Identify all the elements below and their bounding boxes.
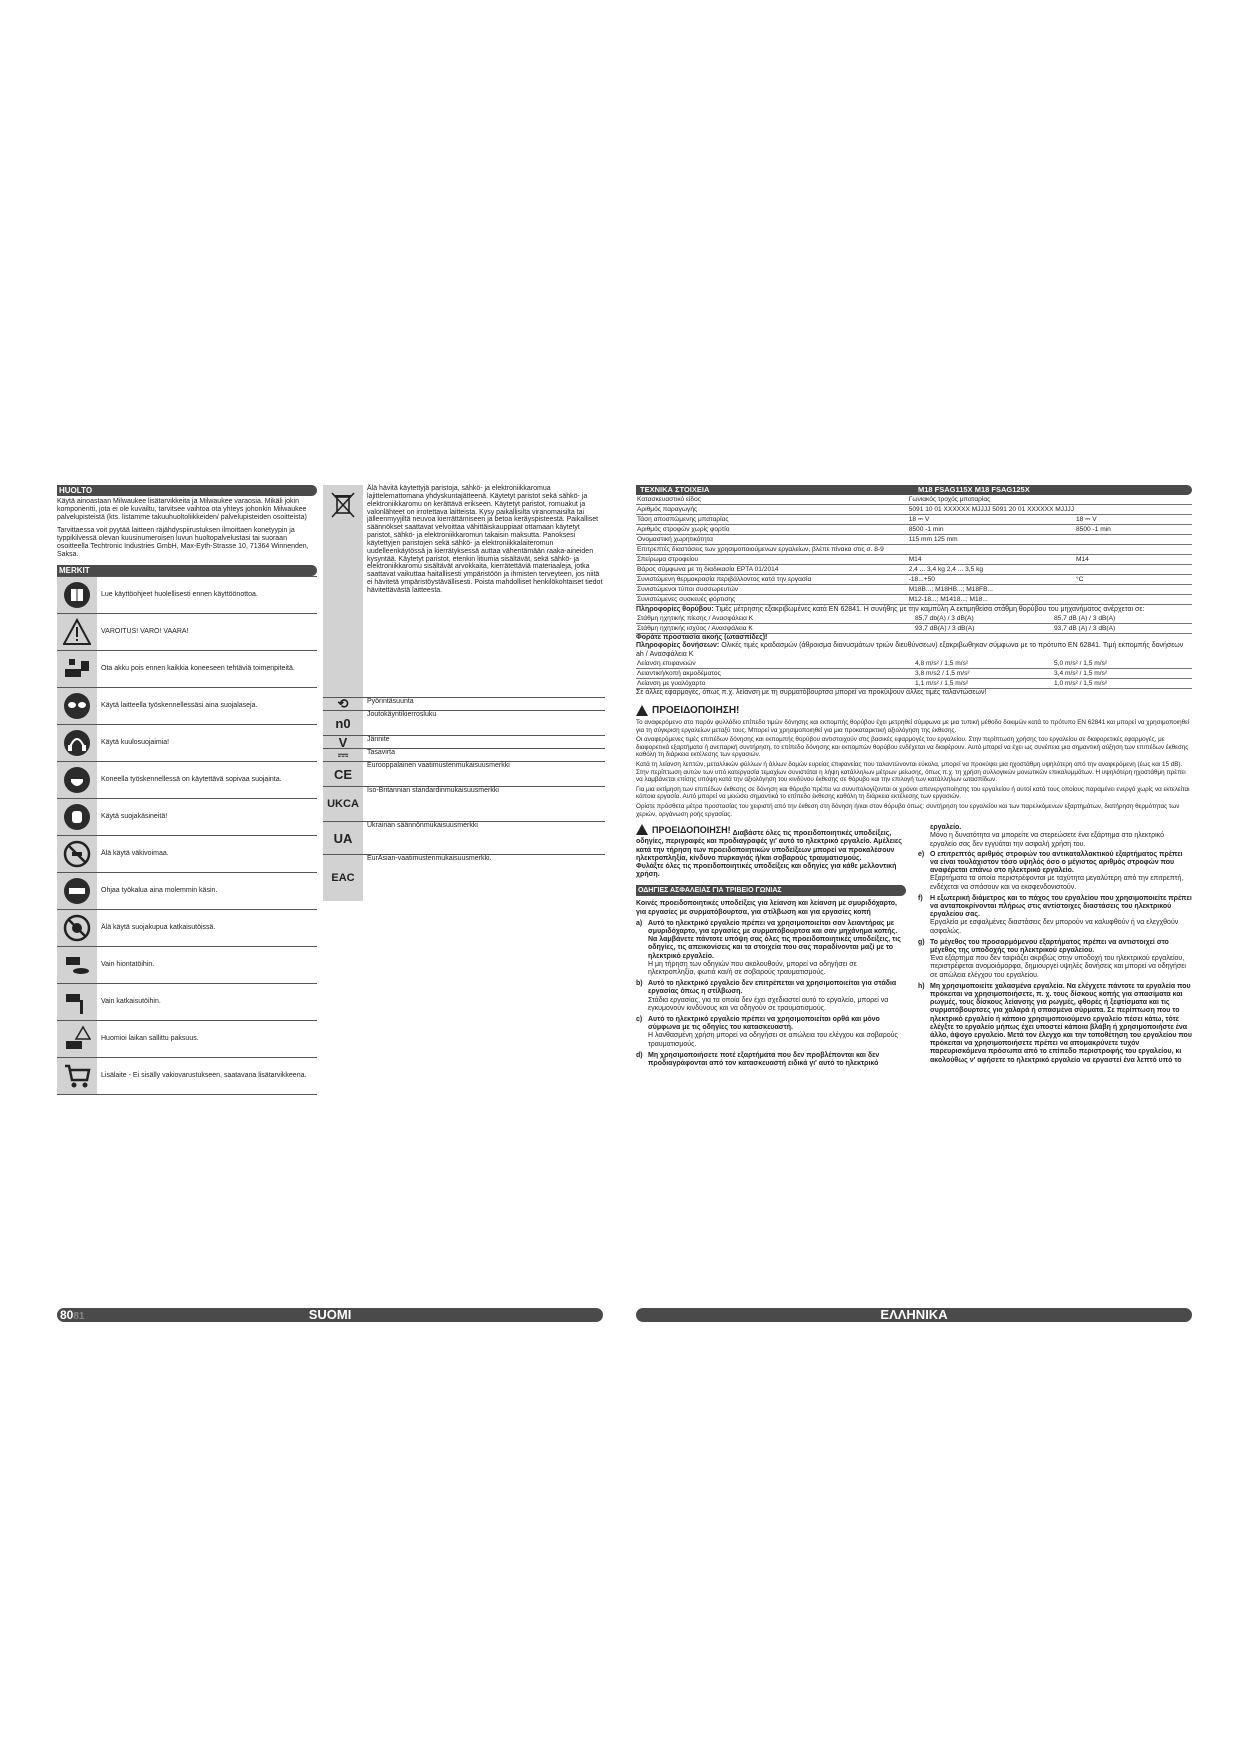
table-cell: M14 — [1075, 555, 1192, 565]
item-key: h) — [918, 982, 925, 990]
symbol-box — [57, 725, 97, 761]
goggles-icon — [63, 692, 91, 720]
table-cell: 5,0 m/s² / 1,5 m/s² — [1053, 659, 1192, 669]
safety-column-left — [636, 824, 906, 1071]
symbol-glyph: ⎓ — [337, 747, 349, 762]
table-cell: 3,4 m/s² / 1,5 m/s² — [1053, 668, 1192, 678]
table-cell: Βάρος σύμφωνα με τη διαδικασία EPTA 01/2014 — [636, 565, 908, 575]
left-footer — [57, 1308, 603, 1322]
table-row — [636, 575, 1192, 585]
symbol-box — [57, 651, 97, 687]
symbol-glyph: CE — [333, 766, 353, 782]
vibration-table — [636, 659, 1192, 689]
language-label-greek: ΕΛΛΗΝΙΚΑ — [880, 1307, 948, 1322]
symbol-text: Ota akku pois ennen kaikkia koneeseen tehtäviä toimenpiteitä. — [101, 665, 295, 673]
no-cup-brush-icon — [63, 914, 91, 942]
language-label-suomi: SUOMI — [308, 1307, 352, 1322]
symbol-text: Lisälaite - Ei sisälly vakiovarustukseen, saatavana lisätarvikkeena. — [101, 1072, 307, 1080]
table-cell: Κατασκευαστικό είδος — [636, 495, 908, 505]
symbol-glyph: V — [338, 734, 348, 750]
table-cell: 2,4 ... 3,4 kg 2,4 ... 3,5 kg — [908, 565, 1075, 575]
symbol-text: Tasavirta — [367, 749, 396, 756]
safety-column-right — [918, 824, 1192, 1071]
table-row — [636, 555, 1192, 565]
symbol-box — [57, 1021, 97, 1057]
symbol-box — [57, 873, 97, 909]
table-cell: M12-18...; M1418...; M18... — [908, 595, 1075, 605]
battery-remove-icon — [63, 655, 91, 683]
warning-paragraph-4: Για μια εκτίμηση των επιπέδων έκθεσης σε δόνηση και θόρυβο πρέπει να συνυπολογίζονται οι χρόνοι απενεργοποίησης του εργαλείου ή αυτοί κατά τους οποίους παραμένει ενεργό χωρίς να εκτελείται κάποια εργασία. Αυτό μπορεί να μειώσει σημαντικά το επίπεδο έκθεσης καθόλη τη διάρκεια εκτέλεσης των εργασιών. — [636, 785, 1190, 801]
symbol-row — [57, 909, 317, 946]
table-row — [636, 505, 1192, 515]
symbol-glyph: EAC — [331, 872, 355, 884]
warning-paragraph-5: Ορίστε πρόσθετα μέτρα προστασίας του χειριστή από την έκθεση στη δόνηση ή/και στον θόρυβο όπως: συντήρηση του εργαλείου και των παρελκόμενων εξαρτημάτων, διατήρηση θερμότητας των χεριών, οργάνωση ροής εργασίας. — [636, 802, 1180, 818]
table-cell: 85,7 dB (A) / 3 dB(A) — [1053, 614, 1192, 624]
item-bold-text: Μη χρησιμοποιείτε χαλασμένα εργαλεία. Να ελέγχετε πάντοτε τα εργαλεία που πρόκειται να χρησιμοποιήσετε, π. χ. τους δίσκους κοπής για σπασίματα και ρωγμές, τους δίσκους λείανσης για ρωγμές, φθορές ή ξεφτίσματα και τις συρματόβουρτσες για χαλαρά ή σπασμένα σύρματα. Σε περίπτωση που το ηλεκτρικό εργαλείο ή κάποιο χρησιμοποιούμενο εργαλείο πέσει κάτω, τότε ελέγξτε το εργαλείο μήπως έχει υποστεί κάποια βλάβη ή χρησιμοποιήστε ένα άλλο, άψογο εργαλείο. Μετά τον έλεγχο και την τοποθέτηση του εργαλείου που πρόκειται να χρησιμοποιήσετε πρέπει να απομακρύνετε τυχόν παρευρισκόμενα πρόσωπα από το επίπεδο περιστροφής του εργαλείου, κι ακολούθως ν' αφήσετε το ηλεκτρικό εργαλείο να εργαστεί ένα λεπτό υπό το — [930, 982, 1192, 1064]
safety-item-d-continuation: εργαλείο. Μόνο η δυνατότητα να μπορείτε να στερεώσετε ένα εξάρτημα στο ηλεκτρικό εργαλείο σας δεν εγγυάται την ασφαλή χρήση του. — [930, 824, 1164, 848]
table-cell: 115 mm 125 mm — [908, 535, 1075, 545]
symbol-row — [57, 798, 317, 835]
right-footer — [636, 1308, 1192, 1322]
symbol-box — [323, 749, 363, 761]
table-cell: 85,7 db(A) / 3 dB(A) — [914, 614, 1053, 624]
cutting-icon — [63, 988, 91, 1016]
vibration-info: Πληροφορίες δονήσεων: Ολικές τιμές κραδασμών (άθροισμα διανυσμάτων τριών διευθύνσεων) εξακριβωθηκαν σύμφωνα με το πρότυπο EN 62841. Τιμή εκπομπής δονήσεων ah / Ανασφάλεια K — [636, 642, 1184, 658]
table-row — [636, 668, 1192, 678]
table-cell: Λείανση με γυαλόχαρτο — [636, 678, 914, 688]
symbol-text: Älä käytä väkivoimaa. — [101, 850, 169, 858]
warning-icon — [636, 824, 648, 835]
safety-intro: Κοινές προειδοποιητικές υποδείξεις για λείανση και λείανση με σμυριδόχαρτο, για εργασίες με συρματόβουρτσα, για στίλβωση και για εργασίες κοπή — [636, 900, 897, 916]
table-row — [636, 595, 1192, 605]
table-cell — [1075, 495, 1192, 505]
item-key: c) — [636, 1016, 643, 1023]
safety-item — [918, 851, 1192, 892]
symbol-box — [323, 822, 363, 854]
symbol-row — [323, 735, 605, 748]
table-row — [636, 624, 1192, 634]
symbol-box — [57, 984, 97, 1020]
table-cell: 8500 -1 min — [908, 525, 1075, 535]
table-cell: Αριθμός παραγωγής — [636, 505, 908, 515]
table-cell: Στάθμη ηχητικής πίεσης / Ανασφάλεια K — [636, 614, 914, 624]
symbol-text: Jännite — [367, 736, 390, 743]
symbol-row — [323, 761, 605, 786]
warning-icon — [63, 618, 91, 646]
symbol-box — [323, 762, 363, 786]
safety-item — [636, 980, 906, 1013]
table-cell: 5091 10 01 XXXXXX MJJJJ 5091 20 01 XXXXXX MJJJJ — [908, 506, 1074, 513]
warning-keep-note: Φυλάξτε όλες τις προειδοποιητικές υποδείξεις και οδηγίες για κάθε μελλοντική χρήση. — [636, 862, 897, 879]
symbol-text: Vain hiontatöihin. — [101, 961, 155, 969]
table-row — [636, 659, 1192, 669]
safety-item — [918, 895, 1192, 936]
item-bold-text: Μη χρησιμοποιήσετε ποτέ εξαρτήματα που δεν προβλέπονται και δεν προδιαγράφονται από τον κατασκευαστή ειδικά γι' αυτό το ηλεκτρικό — [648, 1051, 880, 1068]
symbol-text: Älä käytä suojakupua katkaisutöissä. — [101, 924, 216, 932]
symbol-row — [57, 946, 317, 983]
grinding-icon — [63, 951, 91, 979]
table-cell — [1075, 545, 1192, 555]
item-text: Εξαρτήματα τα οποία περιστρέφονται με ταχύτητα μεγαλύτερη από την επιτρεπτή, ενδέχεται να σπάσουν και να εκσφενδονιστούν. — [930, 875, 1184, 891]
table-cell — [1075, 505, 1192, 515]
table-row — [636, 545, 1192, 555]
table-cell: °C — [1075, 575, 1192, 585]
table-cell: Σπείρωμα στροφείου — [636, 555, 908, 565]
table-cell: Συνιστώμενη θερμοκρασία περιβάλλοντος κατά την εργασία — [636, 575, 908, 585]
symbol-row — [323, 821, 605, 854]
item-key: a) — [636, 919, 643, 927]
item-key: d) — [636, 1051, 643, 1059]
item-bold-text: Αυτό το ηλεκτρικό εργαλείο πρέπει να χρησιμοποιείται ορθά και μόνο σύμφωνα με τις οδηγίες του κατασκευαστή. — [648, 1016, 880, 1032]
ear-protection-icon — [63, 729, 91, 757]
cart-icon — [63, 1062, 91, 1090]
symbol-glyph: n0 — [335, 715, 351, 731]
crossed-bin-icon — [329, 491, 357, 519]
safety-items-right — [918, 851, 1192, 1065]
table-row — [636, 614, 1192, 624]
table-cell: 1,1 m/s² / 1,5 m/s² — [914, 678, 1053, 688]
symbol-glyph: UA — [333, 830, 353, 846]
table-cell: Στάθμη ηχητικής ισχύος / Ανασφάλεια K — [636, 624, 914, 634]
safety-item — [636, 1016, 906, 1049]
safety-columns — [636, 824, 1192, 1071]
symbol-list — [57, 576, 317, 1095]
symbol-box — [57, 688, 97, 724]
noise-table — [636, 614, 1192, 634]
ear-protection-note: Φοράτε προστασία ακοής (ωτασπίδες)! — [636, 634, 768, 642]
safety-item — [636, 1052, 906, 1068]
no-force-icon — [63, 840, 91, 868]
warning-2: ΠΡΟΕΙΔΟΠΟΙΗΣΗ! Διαβάστε όλες τις προειδοποιητικές υποδείξεις, οδηγίες, περιγραφές και προδιαγραφές γι' αυτό το ηλεκτρικό εργαλείο. Αμέλειες κατά την τήρηση των προειδοποιητικών υποδείξεων μπορεί να προκαλέσουν ηλεκτροπληξία, κίνδυνο πυρκαγιάς ή/και σοβαρούς τραυματισμούς. — [636, 824, 902, 862]
table-cell: Συνιστώμενες συσκευές φόρτισης — [636, 595, 908, 605]
table-cell — [1075, 565, 1192, 575]
table-cell: Λείανση επιφανειών — [636, 659, 914, 669]
symbol-text: Iso-Britannian standardinmukaisuusmerkki — [367, 787, 499, 794]
item-text: Ένα εξάρτημα που δεν ταιριάζει ακριβώς στην υποδοχή του ηλεκτρικού εργαλείου, περιστρέφεται ανομοιόμορφα, δημιουργεί υψηλές δονήσεις και μπορεί να οδηγήσει σε απώλεια ελέγχου του εργαλείου. — [930, 955, 1186, 979]
left-column-1 — [57, 485, 317, 1095]
item-key: e) — [918, 850, 925, 858]
page-number-left: 8081 — [60, 1308, 85, 1322]
table-cell: 4,8 m/s² / 1,5 m/s² — [914, 659, 1053, 669]
symbol-row — [57, 983, 317, 1020]
item-bold-text: Η εξωτερική διάμετρος και το πάχος του εργαλείου που χρησιμοποιείτε πρέπει να ανταποκρίνονται πλήρως στις αντίστοιχες διαστάσεις του ηλεκτρικού εργαλείου σας. — [930, 894, 1192, 919]
symbol-text: VAROITUS! VARO! VAARA! — [101, 628, 189, 636]
symbol-box — [57, 614, 97, 650]
warning-heading-1: ΠΡΟΕΙΔΟΠΟΙΗΣΗ! — [636, 705, 1192, 716]
warning-paragraph-1: Το αναφερόμενο στο παρόν φυλλάδιο επίπεδο τιμών δόνησης και εκπομπής θορύβου έχει μετρηθεί σύμφωνα με μια τυπική μέθοδο δοκιμών κατά το πρότυπο EN 62841 και μπορεί να χρησιμοποιηθεί για τη σύγκριση εργαλείων μεταξύ τους. Μπορεί να χρησιμοποιηθεί για μια προκαταρκτική αξιολόγηση της έκθεσης. — [636, 719, 1190, 734]
symbol-text: Eurooppalainen vaatimustenmukaisuusmerkki — [367, 762, 510, 769]
symbol-text: Joutokäyntikierrosluku — [367, 711, 437, 718]
merkit-heading: MERKIT — [57, 565, 317, 576]
symbol-box — [57, 947, 97, 983]
gloves-icon — [63, 803, 91, 831]
item-text: Η μη τήρηση των οδηγιών που ακολουθούν, μπορεί να οδηγήσει σε ηλεκτροπληξία, φωτιά και/ή σε σοβαρούς τραυματισμούς. — [648, 960, 857, 976]
table-row — [636, 585, 1192, 595]
table-row — [636, 525, 1192, 535]
table-cell: 1,0 m/s² / 1,5 m/s² — [1053, 678, 1192, 688]
weee-row — [323, 485, 605, 697]
table-row — [636, 535, 1192, 545]
symbol-box — [323, 787, 363, 821]
table-cell — [908, 545, 1075, 555]
noise-info: Πληροφορίες θορύβου: Τιμές μέτρησης εξακριβωμένες κατά EN 62841. Η συνήθης με την καμπύλη A εκτιμηθείσα στάθμη θορύβου του μηχανήματος ανέρχεται σε: — [636, 606, 1145, 613]
table-cell — [1075, 535, 1192, 545]
weee-icon-box — [323, 485, 363, 697]
symbol-box — [57, 762, 97, 798]
table-cell: Λειαντική/κοπή ακμοδέματος — [636, 668, 914, 678]
symbol-text: Käytä kuulosuojaimia! — [101, 739, 170, 747]
huolto-paragraph-1: Käytä ainoastaan Milwaukee lisätarvikkeita ja Milwaukee varaosia. Mikäli jokin komponentti, jota ei ole kuvailtu, tarvitsee vaihtoa ota yhteys johonkin Milwaukee palvelupisteistä (kts. listamme takuuhuoltoliikkeiden/ palvelupisteiden osoitteista) — [57, 498, 307, 522]
symbol-glyph: ⟲ — [337, 696, 349, 711]
huolto-heading: HUOLTO — [57, 485, 317, 496]
symbol-row — [57, 761, 317, 798]
item-bold-text: Αυτό το ηλεκτρικό εργαλείο δεν επιτρέπεται να χρησιμοποιείται για στάδια εργασίας όπως η στίλβωση. — [648, 980, 897, 996]
item-bold-text: Ο επιτρεπτός αριθμός στροφών του αντικαταλλακτικού εξαρτήματος πρέπει να είναι τουλάχιστον τόσο υψηλός όσο ο μέγιστος αριθμός στροφών που αναφέρεται επάνω στο ηλεκτρικό εργαλείο. — [930, 850, 1183, 875]
symbol-box — [57, 799, 97, 835]
right-symbol-list — [323, 697, 605, 901]
symbol-text: Huomioi laikan sallittu paksuus. — [101, 1035, 199, 1043]
table-cell: 93,7 dB (A) / 3 dB(A) — [1053, 624, 1192, 634]
table-cell: Ονομαστική χωρητικότητα — [636, 535, 908, 545]
symbol-text: Ukrainan säännönmukaisuusmerkki — [367, 822, 478, 829]
item-key: g) — [918, 938, 925, 946]
manual-icon — [63, 581, 91, 609]
symbol-glyph: UKCA — [327, 798, 359, 810]
symbol-text: Käytä laitteella työskennellessäsi aina suojalaseja. — [101, 702, 258, 710]
symbol-row — [323, 748, 605, 761]
safety-item — [636, 920, 906, 977]
two-hands-icon — [63, 877, 91, 905]
symbol-box — [323, 698, 363, 710]
item-text: Στάδια εργασίας, για τα οποία δεν έχει σχεδιαστεί αυτό το εργαλείο, μπορεί να εγκυμονούν κινδύνους και να οδηγούν σε τραυματισμούς. — [648, 996, 889, 1012]
symbol-row — [57, 835, 317, 872]
table-cell: 8500 -1 min — [1075, 525, 1192, 535]
symbol-text: Lue käyttöohjeet huolellisesti ennen käyttöönottoa. — [101, 591, 258, 599]
table-cell: 93,7 dB(A) / 3 dB(A) — [914, 624, 1053, 634]
table-cell: Αριθμός στροφών χωρίς φορτίο — [636, 525, 908, 535]
spec-title: ΤΕΧΝΙΚΑ ΣΤΟΙΧΕΙΑ — [640, 485, 710, 494]
safety-heading: ΟΔΗΓΙΕΣ ΑΣΦΑΛΕΙΑΣ ΓΙΑ ΤΡΙΒΕΙΟ ΓΩΝΙΑΣ — [636, 885, 906, 896]
symbol-box — [57, 577, 97, 613]
symbol-row — [323, 697, 605, 710]
table-row — [636, 678, 1192, 688]
symbol-box — [57, 836, 97, 872]
item-text: Εργαλεία με εσφαλμένες διαστάσεις δεν μπορούν να καλυφθούν ή να ελεγχθούν ασφαλώς. — [930, 919, 1179, 935]
table-row — [636, 495, 1192, 505]
symbol-text: Käytä suojakäsineitä! — [101, 813, 168, 821]
table-cell: Τάση αποσπώμενης μπαταρίας — [636, 515, 908, 525]
item-key: f) — [918, 894, 923, 902]
symbol-row — [57, 613, 317, 650]
table-row — [636, 565, 1192, 575]
symbol-box — [323, 855, 363, 901]
weee-text: Älä hävitä käytettyjä paristoja, sähkö- ja elektroniikkaromua lajittelemattomana yhdyskuntajätteenä. Käytetyt paristot sekä sähkö- ja elektroniikkaromu on kerättävä erikseen. Käytetyt paristot, romuakut ja valonlähteet on irrotettava laitteista. Kysy paikallisilta viranomaisilta tai jälleenmyyjiltä neuvoa kierrättämiseen ja betoa keräyspisteestä. Paikalliset säännökset saattavat velvoittaa vähittäiskauppiaat ottamaan käytetyt paristot, sähkö- ja elektroniikkaromun takaisin maksutta. Panoksesi käytettyjen paristojen sekä sähkö- ja elektroniikkalaiteromun uudelleenkäytössä ja kierrätyksessä auttaa vähentämään raaka-aineiden kysyntää. Käytetyt paristot, etenkin litiumia sisältävät, sekä sähkö- ja elektroniikkaromu sisältävät arvokkaita, kierrätettäviä materiaaleja, jotka saattavat vaikuttaa haitallisesti ympäristöön ja ihmisten terveyteen, jos niitä ei hävitetä ympäristöystävällisesti. Poista mahdolliset henkilökohtaiset tiedot hävitettävästä laitteesta. — [367, 485, 603, 594]
symbol-text: Ohjaa työkalua aina molemmin käsin. — [101, 887, 218, 895]
symbol-row — [323, 854, 605, 901]
item-text: Η λανθασμένη χρήση μπορεί να οδηγήσει σε απώλεια του ελέγχου και σοβαρούς τραυματισμούς. — [648, 1032, 898, 1048]
table-cell — [1075, 585, 1192, 595]
safety-items-left — [636, 920, 906, 1068]
table-cell: Γωνιακός τροχός μπαταρίας — [908, 495, 1075, 505]
table-row — [636, 515, 1192, 525]
spec-table — [636, 495, 1192, 605]
symbol-text: EurAsian-vaatimustenmukaisuusmerkki. — [367, 855, 492, 862]
table-cell: M14 — [908, 555, 1075, 565]
symbol-row — [57, 650, 317, 687]
left-column-2 — [323, 485, 605, 901]
item-bold-text: Αυτό το ηλεκτρικό εργαλείο πρέπει να χρησιμοποιείται σαν λειαντήρας με σμυριδόχαρτο, για εργασίες με συρματόβουρτσα και σαν μηχάνημα κοπής. Να λαμβάνετε πάντοτε υπόψη σας όλες τις προειδοποιητικές υποδείξεις, τις οδηγίες, τις απεικονίσεις και τα στοιχεία που σας παραδίνονται μαζί με το ηλεκτρικό εργαλείο. — [648, 919, 901, 960]
table-cell: Επιτρεπτές διαστάσεις των χρησιμοποιούμενων εργαλείων, βλέπε πίνακα στις σ. 8-9 — [636, 545, 908, 555]
vibration-note: Σε άλλες εφαρμογές, όπως π.χ. λείανση με τη συρματόβουρτσα μπορεί να προκύψουν άλλες τιμές ταλαντώσεων! — [636, 688, 987, 696]
symbol-row — [323, 710, 605, 735]
spec-models: M18 FSAG115X M18 FSAG125X — [918, 485, 1030, 494]
table-cell: 18 ⎓ V — [908, 515, 1075, 525]
dust-mask-icon — [63, 766, 91, 794]
table-cell: -18...+50 — [908, 575, 1075, 585]
safety-item — [918, 983, 1192, 1065]
item-bold-text: Το μέγεθος του προσαρμόμενου εξαρτήματος πρέπει να αντιστοιχεί στο μέγεθος της υποδοχής του ηλεκτρικού εργαλείου. — [930, 938, 1169, 954]
symbol-box — [57, 1058, 97, 1094]
table-cell: M18B...; M18HB...; M18FB... — [908, 585, 1075, 595]
item-key: b) — [636, 980, 643, 988]
symbol-row — [57, 576, 317, 613]
warning-paragraph-2: Οι αναφερόμενες τιμές επιπέδων δόνησης και εκπομπής θορύβου αντιστοιχούν στις βασικές εφαρμογές του εργαλείου. Στην περίπτωση χρήσης του εργαλείου σε διαφορετικές εφαρμογές, με διαφορετικά εξαρτήματα ή ανεπαρκή συντήρηση, το επίπεδο δόνησης και εκπομπών θορύβου ενδέχεται να διαφέρουν. Αυτό μπορεί να έχει ως συνέπεια μια σημαντική αύξηση των επιπέδων έκθεσης καθόλη τη διάρκεια εκτέλεσης των εργασιών. — [636, 736, 1189, 759]
symbol-text: Pyörintäsuunta — [367, 698, 414, 705]
table-cell: Συνιστώμενοι τύποι συσσωρευτών — [636, 585, 908, 595]
left-page — [57, 485, 605, 1300]
symbol-row — [57, 1020, 317, 1057]
symbol-box — [323, 711, 363, 735]
table-cell: 3,8 m/s2 / 1,5 m/s² — [914, 668, 1053, 678]
symbol-text: Koneella työskennellessä on käytettävä sopivaa suojainta. — [101, 776, 282, 784]
symbol-row — [57, 872, 317, 909]
symbol-row — [57, 724, 317, 761]
warning-paragraph-3: Κατά τη λείανση λεπτών, μεταλλικών φύλλων ή άλλων δομών ευρείας επιφανείας που ταλαντώνονται εύκολα, μπορεί να προκύψει μια ηχοστάθμη υψηλότερη από την αναφερόμενη (έως και 15 dB). Στην περίπτωση αυτών των υπό κατεργασία τεμαχίων συνιστάται η λήψη κατάλληλων μέτρων μείωσης, όπως π.χ. τη χρήση συλλογικών μονωτικών επικαλυμμάτων. Η υψηλότερη ηχοστάθμη πρέπει να λαμβάνεται επίσης υπόψη κατά την αξιολόγηση του κινδύνου έκθεσης σε θόρυβο και την επιλογή των κατάλληλων ωτασπίδων. — [636, 760, 1186, 784]
safety-item — [918, 939, 1192, 980]
symbol-row — [57, 1057, 317, 1095]
symbol-text: Vain katkaisutöihin. — [101, 998, 161, 1006]
table-cell — [1075, 595, 1192, 605]
max-thickness-icon — [63, 1025, 91, 1053]
huolto-paragraph-2: Tarvittaessa voit pyytää laitteen räjähdyspiirustuksen ilmoittaen konetyypin ja typpikilvessä olevan kuusinumeroisen luvun huoltopalvelustasi tai suoraan osoitteella Techtronic Industries GmbH, Max-Eyth-Strasse 10, 71364 Winnenden, Saksa. — [57, 526, 309, 559]
symbol-row — [57, 687, 317, 724]
spec-header — [636, 485, 1192, 495]
right-page — [636, 485, 1192, 1300]
symbol-row — [323, 786, 605, 821]
table-cell: 18 ⎓ V — [1075, 515, 1192, 525]
symbol-box — [57, 910, 97, 946]
warning-icon — [636, 705, 648, 716]
